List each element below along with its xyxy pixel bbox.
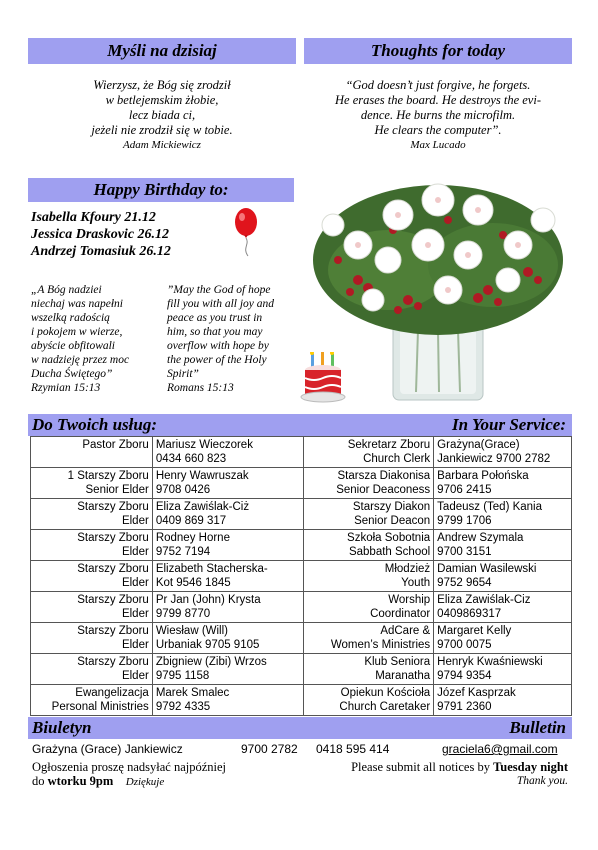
pl-verse-line: w nadzieję przez moc <box>31 354 130 366</box>
service-row <box>31 499 572 530</box>
service-role-line: Elder <box>121 515 149 527</box>
service-row <box>31 685 572 716</box>
service-role-line: 1 Starszy Zboru <box>67 470 149 482</box>
pl-notice-thanks: Dziękuje <box>125 776 165 788</box>
pl-quote-line: w betlejemskim żłobie, <box>105 93 219 107</box>
service-name-cell <box>434 561 572 592</box>
pl-notice-prefix: do <box>32 774 48 788</box>
service-name-line: Elizabeth Stacherska- <box>155 563 268 575</box>
balloon-icon <box>232 206 266 263</box>
service-role-cell <box>31 654 153 685</box>
bulletin-phone-1: 9700 2782 <box>241 742 298 756</box>
service-role-line: Church Caretaker <box>339 701 431 713</box>
service-role-line: Worship <box>388 594 431 606</box>
en-verse-line: peace as you trust in <box>167 312 263 324</box>
service-row <box>31 592 572 623</box>
service-role-line: Elder <box>121 670 149 682</box>
service-role-line: Starszy Zboru <box>77 625 149 637</box>
service-role-cell <box>304 468 434 499</box>
service-name-line: Henry Wawruszak <box>155 470 249 482</box>
en-verse-line: fill you with all joy and <box>167 298 275 310</box>
service-role-line: Coordinator <box>370 608 431 620</box>
service-name-line: Damian Wasilewski <box>437 563 537 575</box>
service-role-line: Senior Elder <box>85 484 149 496</box>
service-role-line: Elder <box>121 639 149 651</box>
service-role-cell <box>31 685 153 716</box>
service-role-line: Personal Ministries <box>51 701 149 713</box>
bulletin-contact-name: Grażyna (Grace) Jankiewicz <box>32 742 183 756</box>
pl-verse-line: Ducha Świętego” <box>31 368 113 380</box>
pl-verse-ref: Rzymian 15:13 <box>31 382 101 394</box>
service-name-cell <box>434 654 572 685</box>
service-name-line: 9792 4335 <box>155 701 211 713</box>
birthday-person: Isabella Kfoury 21.12 <box>31 210 156 225</box>
service-role-line: Starszy Zboru <box>77 656 149 668</box>
thoughts-pl-title: Myśli na dzisiaj <box>28 38 296 64</box>
service-role-cell <box>304 685 434 716</box>
bulletin-en-title: Bulletin <box>509 718 566 737</box>
service-name-line: 9700 3151 <box>437 546 492 558</box>
service-name-line: 9706 2415 <box>437 484 492 496</box>
service-name-cell <box>152 499 304 530</box>
pl-quote-line: jeżeli nie zrodził się w tobie. <box>91 123 233 137</box>
pl-notice-line: Ogłoszenia proszę nadsyłać najpóźniej <box>32 760 227 774</box>
birthday-list <box>31 209 231 260</box>
pl-quote-author: Adam Mickiewicz <box>123 139 201 151</box>
service-name-line: Kot 9546 1845 <box>155 577 231 589</box>
pl-verse <box>31 283 163 395</box>
service-name-line: Rodney Horne <box>155 532 230 544</box>
service-name-line: 9795 1158 <box>155 670 210 682</box>
service-name-line: 9799 1706 <box>437 515 492 527</box>
service-name-line: Wiesław (Will) <box>155 625 228 637</box>
bulletin-band <box>28 717 572 739</box>
service-band <box>28 414 572 436</box>
service-name-cell <box>152 685 304 716</box>
service-name-line: Jankiewicz 9700 2782 <box>437 453 551 465</box>
service-role-cell <box>31 499 153 530</box>
birthday-person: Jessica Draskovic 26.12 <box>31 227 170 242</box>
service-role-line: Church Clerk <box>363 453 431 465</box>
bulletin-pl-notice <box>32 760 312 789</box>
en-verse-line: Spirit” <box>167 368 199 380</box>
service-name-line: 9799 8770 <box>155 608 211 620</box>
en-quote-line: He erases the board. He destroys the evi- <box>335 93 541 107</box>
service-name-line: Urbaniak 9705 9105 <box>155 639 260 651</box>
pl-verse-line: „A Bóg nadziei <box>31 284 102 296</box>
service-role-line: Starszy Zboru <box>77 563 149 575</box>
service-role-line: Ewangelizacja <box>75 687 149 699</box>
service-name-line: Marek Smalec <box>155 687 230 699</box>
pl-verse-line: wszelką radością <box>31 312 110 324</box>
service-name-cell <box>434 530 572 561</box>
service-name-line: 9752 9654 <box>437 577 492 589</box>
pl-notice-deadline: wtorku 9pm <box>47 774 114 788</box>
service-role-cell <box>304 561 434 592</box>
service-name-cell <box>152 437 304 468</box>
service-name-cell <box>434 685 572 716</box>
en-notice-deadline: Tuesday night <box>493 760 568 774</box>
birthday-cake-icon <box>300 352 346 409</box>
en-quote <box>304 78 572 153</box>
service-role-line: Maranatha <box>375 670 431 682</box>
service-row <box>31 468 572 499</box>
service-name-line: Józef Kasprzak <box>437 687 516 699</box>
bulletin-phone-2: 0418 595 414 <box>316 742 390 756</box>
service-name-cell <box>434 623 572 654</box>
service-name-line: Mariusz Wieczorek <box>155 439 253 451</box>
service-name-line: Pr Jan (John) Krysta <box>155 594 261 606</box>
service-role-cell <box>304 592 434 623</box>
service-name-cell <box>152 623 304 654</box>
service-role-line: Starsza Diakonisa <box>337 470 431 482</box>
bulletin-email-link[interactable]: graciela6@gmail.com <box>442 742 558 756</box>
service-name-cell <box>152 468 304 499</box>
service-name-line: Barbara Połońska <box>437 470 529 482</box>
pl-verse-line: i pokojem w wierze, <box>31 326 123 338</box>
en-quote-author: Max Lucado <box>410 139 466 151</box>
service-role-cell <box>304 530 434 561</box>
service-name-line: 9752 7194 <box>155 546 211 558</box>
service-name-line: Tadeusz (Ted) Kania <box>437 501 543 513</box>
service-table <box>30 436 572 716</box>
service-role-line: Klub Seniora <box>364 656 431 668</box>
service-role-line: Sabbath School <box>348 546 431 558</box>
service-role-line: Youth <box>401 577 431 589</box>
service-role-line: Elder <box>121 546 149 558</box>
pl-quote-line: Wierzysz, że Bóg się zrodził <box>93 78 231 92</box>
service-table-body <box>31 437 572 716</box>
service-role-line: Elder <box>121 577 149 589</box>
service-role-line: Starszy Zboru <box>77 532 149 544</box>
en-notice-prefix: Please submit all notices by <box>351 760 494 774</box>
service-role-line: Opiekun Kościoła <box>340 687 431 699</box>
pl-quote <box>28 78 296 153</box>
en-verse-ref: Romans 15:13 <box>167 382 234 394</box>
service-name-cell <box>434 592 572 623</box>
service-name-line: 0409869317 <box>437 608 502 620</box>
service-name-line: 0409 869 317 <box>155 515 227 527</box>
en-verse-line: ”May the God of hope <box>167 284 271 296</box>
service-name-line: 9794 9354 <box>437 670 492 682</box>
bulletin-en-notice <box>278 760 568 788</box>
en-verse-line: overflow with hope by <box>167 340 269 352</box>
service-role-cell <box>304 623 434 654</box>
thoughts-en-title: Thoughts for today <box>304 38 572 64</box>
service-name-line: 9791 2360 <box>437 701 492 713</box>
service-name-cell <box>434 437 572 468</box>
service-name-line: Henryk Kwaśniewski <box>437 656 543 668</box>
service-role-line: Sekretarz Zboru <box>347 439 431 451</box>
pl-verse-line: abyście obfitowali <box>31 340 116 352</box>
service-role-cell <box>304 499 434 530</box>
service-role-cell <box>304 654 434 685</box>
pl-notice-line-2 <box>32 774 312 789</box>
service-name-line: Margaret Kelly <box>437 625 512 637</box>
birthday-person: Andrzej Tomasiuk 26.12 <box>31 244 171 259</box>
service-name-line: Eliza Zawiślak-Ciż <box>155 501 250 513</box>
en-verse-line: him, so that you may <box>167 326 263 338</box>
service-name-cell <box>152 654 304 685</box>
service-en-title: In Your Service: <box>452 415 566 434</box>
service-role-cell <box>31 623 153 654</box>
en-quote-line: dence. He burns the microfilm. <box>360 108 516 122</box>
service-role-line: AdCare & <box>380 625 431 637</box>
service-role-line: Elder <box>121 608 149 620</box>
service-role-line: Pastor Zboru <box>82 439 149 451</box>
service-name-cell <box>434 468 572 499</box>
service-role-line: Starszy Diakon <box>352 501 431 513</box>
service-role-line: Starszy Zboru <box>77 501 149 513</box>
pl-verse-line: niechaj was napełni <box>31 298 123 310</box>
en-verse <box>167 283 297 395</box>
service-row <box>31 530 572 561</box>
en-verse-line: the power of the Holy <box>167 354 267 366</box>
service-row <box>31 623 572 654</box>
service-name-cell <box>152 561 304 592</box>
service-role-cell <box>31 530 153 561</box>
pl-quote-line: lecz biada ci, <box>128 108 196 122</box>
service-pl-title: Do Twoich usług: <box>32 415 158 434</box>
service-name-cell <box>152 592 304 623</box>
bulletin-pl-title: Biuletyn <box>32 718 92 737</box>
service-role-line: Szkoła Sobotnia <box>347 532 431 544</box>
service-name-line: Grażyna(Grace) <box>437 439 520 451</box>
service-role-cell <box>31 561 153 592</box>
service-name-line: Zbigniew (Zibi) Wrzos <box>155 656 267 668</box>
service-role-line: Młodzież <box>384 563 431 575</box>
service-name-cell <box>152 530 304 561</box>
en-notice-line <box>278 760 568 774</box>
service-role-line: Starszy Zboru <box>77 594 149 606</box>
service-role-cell <box>304 437 434 468</box>
service-role-cell <box>31 437 153 468</box>
birthday-title: Happy Birthday to: <box>28 178 294 202</box>
service-name-line: 9708 0426 <box>155 484 211 496</box>
service-name-line: 0434 660 823 <box>155 453 227 465</box>
en-notice-thanks: Thank you. <box>516 775 568 787</box>
service-role-line: Women’s Ministries <box>330 639 431 651</box>
service-name-line: Andrew Szymala <box>437 532 524 544</box>
service-role-line: Senior Deaconess <box>336 484 431 496</box>
service-row <box>31 437 572 468</box>
service-row <box>31 654 572 685</box>
service-row <box>31 561 572 592</box>
service-role-line: Senior Deacon <box>354 515 431 527</box>
service-name-line: 9700 0075 <box>437 639 492 651</box>
en-quote-line: “God doesn’t just forgive, he forgets. <box>345 78 531 92</box>
en-quote-line: He clears the computer”. <box>374 123 502 137</box>
service-role-cell <box>31 468 153 499</box>
service-name-line: Eliza Zawiślak-Ciz <box>437 594 531 606</box>
service-name-cell <box>434 499 572 530</box>
service-role-cell <box>31 592 153 623</box>
